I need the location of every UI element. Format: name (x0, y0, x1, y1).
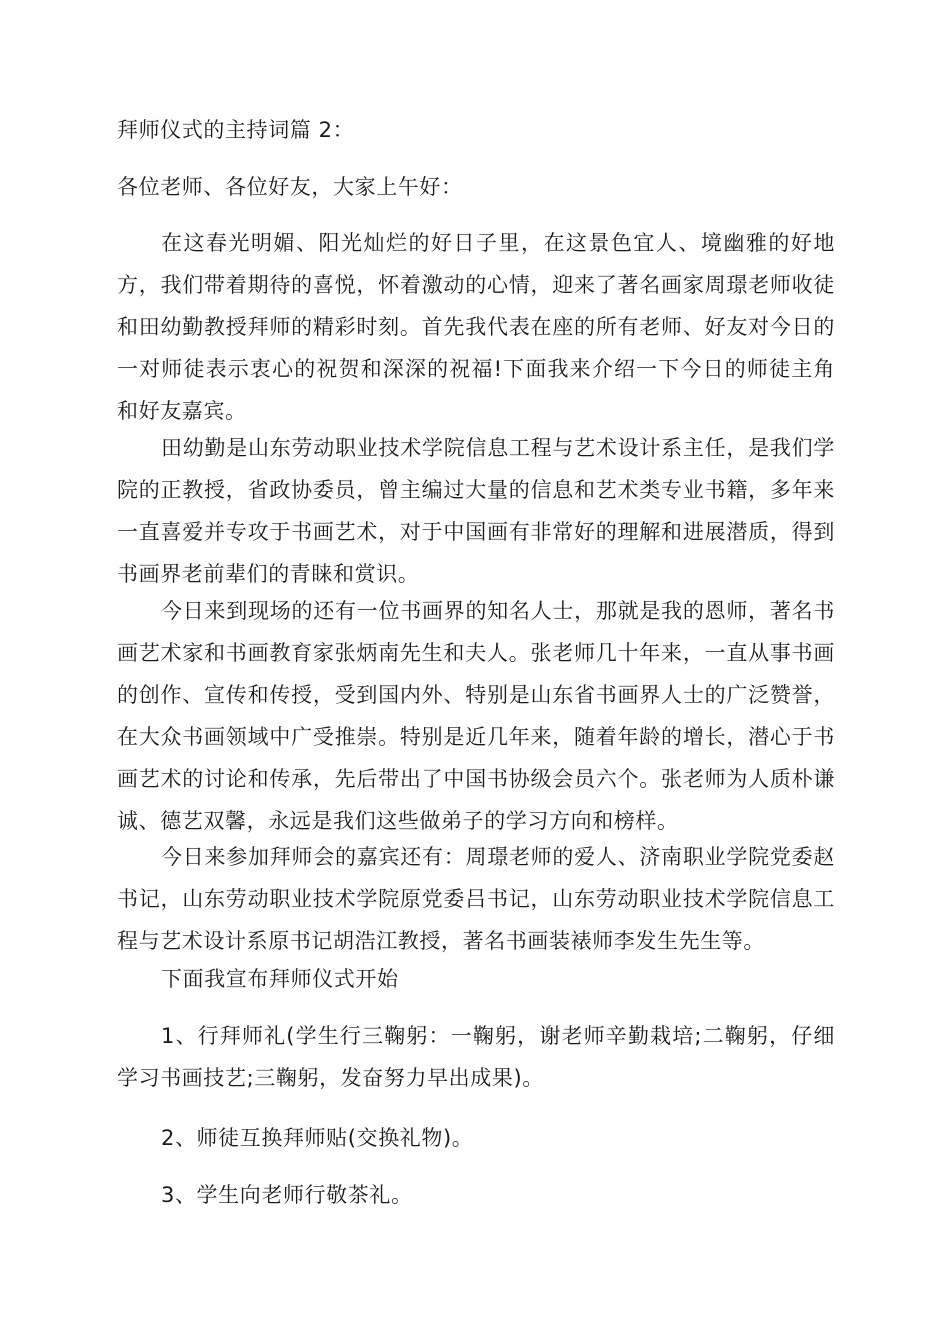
document-title: 拜师仪式的主持词篇 2： (117, 118, 355, 142)
paragraph-zhang-bingnan: 今日来到现场的还有一位书画界的知名人士，那就是我的恩师，著名书画艺术家和书画教育家张炳南先生和夫人。张老师几十年来，一直从事书画的创作、宣传和传授，受到国内外、特别是山东省书画界人士的广泛赞誉，在大众书画领域中广受推崇。特别是近几年来，随着年龄的增长，潜心于书画艺术的讨论和传承，先后带出了中国书协级会员六个。张老师为人质朴谦诚、德艺双馨，永远是我们这些做弟子的学习方向和榜样。 (117, 599, 835, 833)
ceremony-announcement: 下面我宣布拜师仪式开始 (161, 967, 399, 991)
ceremony-step-1: 1、行拜师礼(学生行三鞠躬：一鞠躬，谢老师辛勤栽培;二鞠躬，仔细学习书画技艺;三鞠躬，发奋努力早出成果)。 (117, 1024, 835, 1090)
paragraph-opening: 在这春光明媚、阳光灿烂的好日子里，在这景色宜人、境幽雅的好地方，我们带着期待的喜悦，怀着激动的心情，迎来了著名画家周璟老师收徒和田幼勤教授拜师的精彩时刻。首先我代表在座的所有老师、好友对今日的一对师徒表示衷心的祝贺和深深的祝福!下面我来介绍一下今日的师徒主角和好友嘉宾。 (117, 231, 835, 423)
greeting-line: 各位老师、各位好友，大家上午好： (117, 175, 463, 199)
paragraph-tian-youqin: 田幼勤是山东劳动职业技术学院信息工程与艺术设计系主任，是我们学院的正教授，省政协委员，曾主编过大量的信息和艺术类专业书籍，多年来一直喜爱并专攻于书画艺术，对于中国画有非常好的理解和进展潜质，得到书画界老前辈们的青睐和赏识。 (117, 436, 835, 586)
ceremony-step-3: 3、学生向老师行敬茶礼。 (161, 1183, 413, 1207)
paragraph-guests: 今日来参加拜师会的嘉宾还有：周璟老师的爱人、济南职业学院党委赵书记，山东劳动职业技术学院原党委吕书记，山东劳动职业技术学院信息工程与艺术设计系原书记胡浩江教授，著名书画装裱师李发生先生等。 (117, 845, 835, 953)
ceremony-step-2: 2、师徒互换拜师贴(交换礼物)。 (161, 1126, 474, 1150)
